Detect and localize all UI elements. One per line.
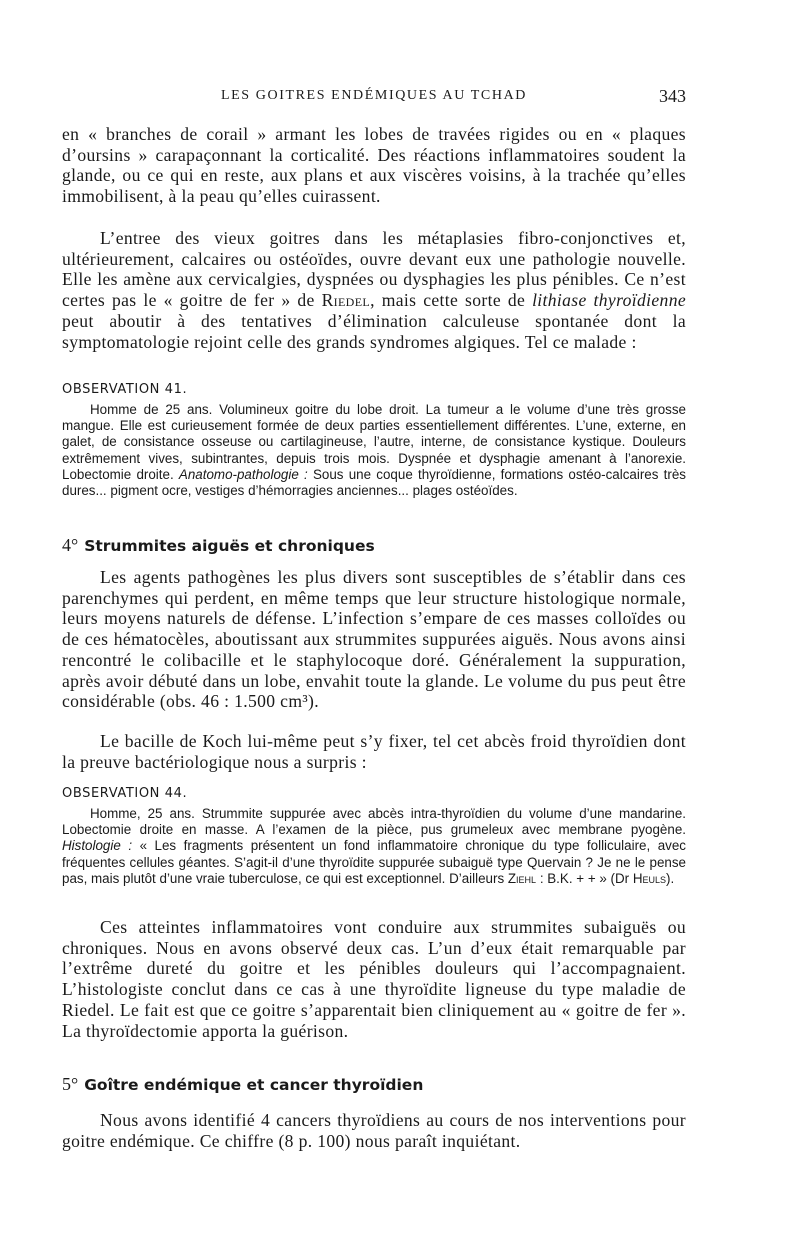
observation-text: Sous une coque thyroïdienne, formations ostéo-calcaires très dures... pigment ocre, vestiges d’hémorragies anciennes... plages ostéoïdes.	[62, 466, 686, 499]
observation-44-body	[62, 806, 686, 887]
observation-text: « Les fragments présentent un fond inflammatoire chronique du type folliculaire, avec fréquentes cellules géantes. S’agit-il d’une thyroïdite suppurée subaiguë type Quervain ? Je ne le pense pas, mais plutôt d’une vraie tuberculose, ce qui est exceptionnel. D’ailleurs	[62, 838, 686, 886]
observation-41-title: OBSERVATION 41.	[62, 382, 188, 397]
section-number: 5°	[62, 1074, 79, 1094]
author-name: Riedel	[321, 290, 371, 311]
paragraph-text: , mais cette sorte de	[370, 290, 526, 311]
paragraph-koch	[62, 731, 686, 772]
paragraph-text: Ces atteintes inflammatoires vont conduire aux strummites subaiguës ou chroniques. Nous en avons observé deux cas. L’un d’eux était remarquable par l’extrême dureté du goitre et les pénibles douleurs qui l’accompagnaient. L’histologiste conclut dans ce cas à une thyroïdite ligneuse du type maladie de Riedel. Le fait est que ce goitre s’apparentait bien cliniquement au « goitre de fer ». La thyroïdectomie apporta la guérison.	[62, 917, 686, 1041]
author-name: Heuls	[632, 870, 667, 886]
section-number: 4°	[62, 535, 79, 555]
observation-text: ).	[666, 870, 675, 886]
section-title: Goître endémique et cancer thyroïdien	[84, 1076, 424, 1094]
paragraph-text: Le bacille de Koch lui-même peut s’y fixer, tel cet abcès froid thyroïdien dont la preuve bactériologique nous a surpris :	[62, 731, 686, 772]
page-header	[62, 88, 686, 112]
paragraph-text: peut aboutir à des tentatives d’élimination calculeuse spontanée dont la symptomatologie rejoint celle des grands syndromes algiques. Tel ce malade :	[62, 310, 686, 352]
running-head: LES GOITRES ENDÉMIQUES AU TCHAD	[220, 88, 527, 103]
section-heading-4	[62, 535, 375, 556]
paragraph-text: Nous avons identifié 4 cancers thyroïdiens au cours de nos interventions pour goitre endémique. Ce chiffre (8 p. 100) nous paraît inquiétant.	[62, 1110, 686, 1151]
observation-text: Homme, 25 ans. Strummite suppurée avec abcès intra-thyroïdien du volume d’une mandarine. Lobectomie droite en masse. A l’examen de la pièce, pus grumeleux avec membrane pyogène.	[62, 806, 686, 838]
observation-44-title: OBSERVATION 44.	[62, 786, 188, 801]
observation-text: : B.K. + + » (Dr	[539, 870, 630, 886]
paragraph-chronic	[62, 917, 686, 1041]
paragraph-pathogens	[62, 567, 686, 712]
paragraph-continuation	[62, 124, 686, 207]
italic-term: lithiase thyroïdienne	[532, 290, 687, 311]
paragraph-cancer	[62, 1110, 686, 1151]
page-number: 343	[659, 86, 686, 106]
italic-label: Anatomo-pathologie :	[178, 466, 308, 482]
paragraph-text: en « branches de corail » armant les lobes de travées rigides ou en « plaques d’oursins » carapaçonnant la corticalité. Des réactions inflammatoires soudent la glande, ou ce qui en reste, aux plans et aux viscères voisins, à la trachée qu’elles immobilisent, à la peau qu’elles cuirassent.	[62, 124, 686, 207]
section-heading-5	[62, 1074, 423, 1095]
observation-text: Homme de 25 ans. Volumineux goitre du lobe droit. La tumeur a le volume d’une très grosse mangue. Elle est curieusement formée de deux parties essentiellement différentes. L’une, externe, en galet, de consistance osseuse ou cartilagineuse, l’autre, interne, de consistance kystique. Douleurs extrêmement vives, subintrantes, depuis trois mois. Dyspnée et dysphagie amenant à l’anorexie. Lobectomie droite.	[62, 402, 686, 482]
paragraph-metaplasia	[62, 228, 686, 352]
italic-label: Histologie :	[62, 838, 133, 854]
paragraph-text: Les agents pathogènes les plus divers sont susceptibles de s’établir dans ces parenchymes qui perdent, en même temps que leur structure histologique normale, leurs moyens naturels de défense. L’infection s’empare de ces masses colloïdes ou de ces hématocèles, aboutissant aux strummites suppurées aiguës. Nous avons ainsi rencontré le colibacille et le staphylocoque doré. Généralement la suppuration, après avoir débuté dans un lobe, envahit toute la glande. Le volume du pus peut être considérable (obs. 46 : 1.500 cm³).	[62, 567, 686, 712]
section-title: Strummites aiguës et chroniques	[84, 537, 375, 555]
author-name: Ziehl	[507, 870, 537, 886]
observation-41-body	[62, 402, 686, 499]
paragraph-text: L’entree des vieux goitres dans les métaplasies fibro-conjonctives et, ultérieurement, calcaires ou ostéoïdes, ouvre devant eux une pathologie nouvelle. Elle les amène aux cervicalgies, dyspnées ou dysphagies les plus pénibles. Ce n’est certes pas le « goitre de fer » de	[62, 228, 686, 311]
